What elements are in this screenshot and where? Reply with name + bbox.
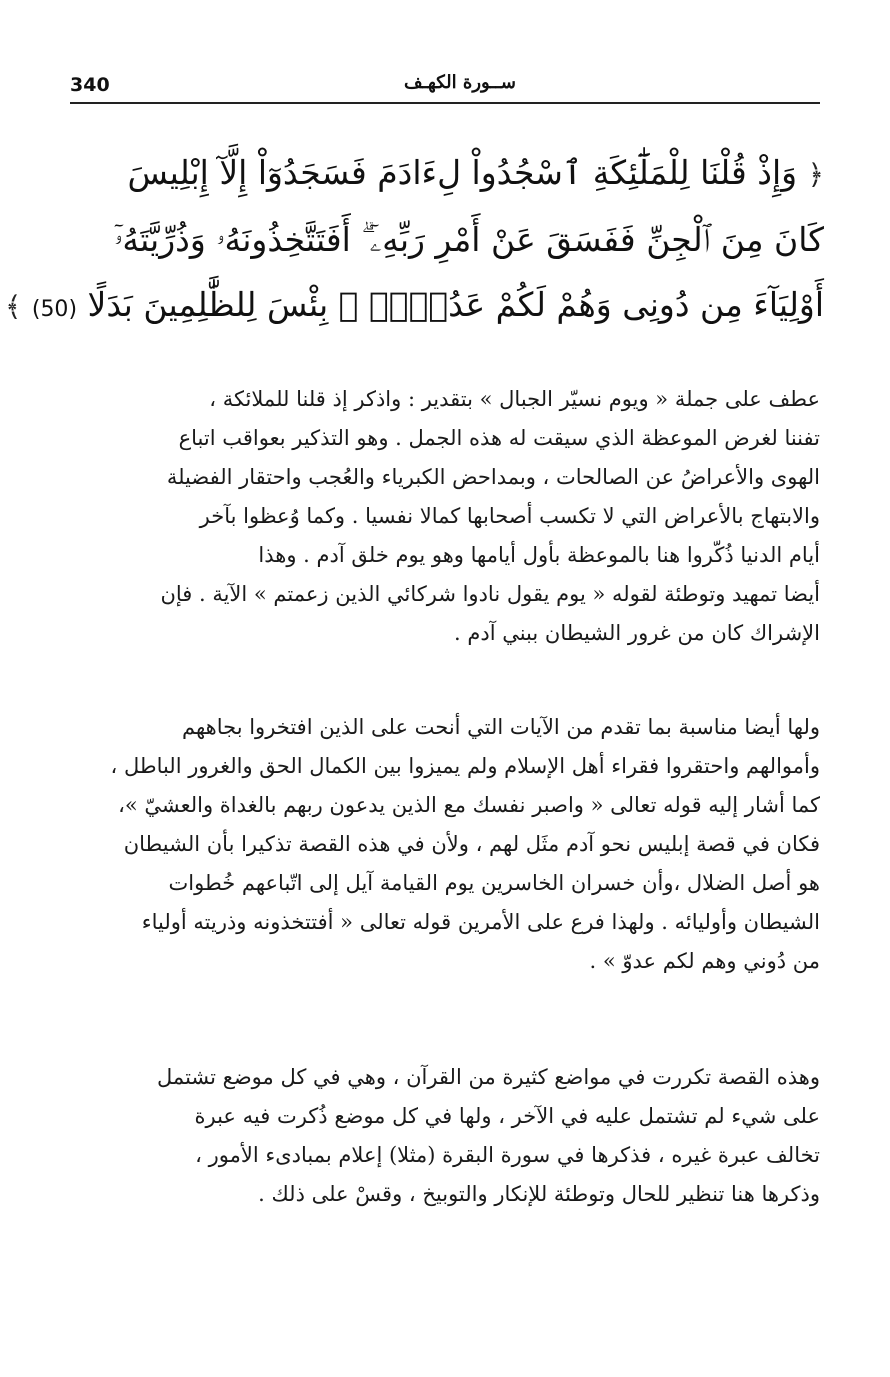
commentary-paragraph-3 [68,1058,820,1214]
verse-line [64,140,824,207]
commentary-paragraph-1 [68,380,820,653]
paragraph-line: على شيء لم تشتمل عليه في الآخر ، ولها في كل موضع ذُكرت فيه عبرة [194,1104,820,1128]
verse-close-ornament: ﴾ [4,290,22,323]
paragraph-line: تخالف عبرة غيره ، فذكرها في سورة البقرة (مثلا) إعلام بمبادىء الأمور ، [195,1143,820,1167]
paragraph-line: وأموالهم واحتقروا فقراء أهل الإسلام ولم يميزوا بين الكمال الحق والغرور الباطل ، [110,754,820,778]
paragraph-line: فكان في قصة إبليس نحو آدم مثَل لهم ، ولأن في هذه القصة تذكيرا بأن الشيطان [123,832,820,856]
verse-line-text: أَوْلِيَآءَ مِن دُونِى وَهُمْ لَكُمْ عَدُوٌّۢ ۚ بِئْسَ لِلظَّٰلِمِينَ بَدَلًا [87,285,824,324]
paragraph-line: هو أصل الضلال ،وأن خسران الخاسرين يوم القيامة آيل إلى اتّباعهم خُطوات [168,871,820,895]
paragraph-line: ولها أيضا مناسبة بما تقدم من الآيات التي أنحت على الذين افتخروا بجاههم [182,715,820,739]
paragraph-line: تفننا لغرض الموعظة الذي سيقت له هذه الجمل . وهو التذكير بعواقب اتباع [178,426,820,450]
paragraph-line: عطف على جملة « ويوم نسيّر الجبال » بتقدير : واذكر إذ قلنا للملائكة ، [209,387,820,411]
verse-line-text: كَانَ مِنَ ٱلْجِنِّ فَفَسَقَ عَنْ أَمْرِ رَبِّهِۦٓ ۗ أَفَتَتَّخِذُونَهُۥ وَذُرِّيَّتَهُۥٓ [114,220,824,259]
paragraph-line: وذكرها هنا تنظير للحال وتوطئة للإنكار والتوبيخ ، وقسْ على ذلك . [258,1182,820,1206]
header-rule [70,102,820,104]
verse-line [4,272,824,342]
paragraph-line: من دُوني وهم لكم عدوّ » . [589,949,820,973]
verse-open-ornament: ﴿ [807,158,824,191]
commentary-paragraph-2 [68,708,820,981]
paragraph-line: الهوى والأعراضُ عن الصالحات ، وبمداحض الكبرياء والعُجب واحتقار الفضيلة [166,465,820,489]
page-header [70,72,820,102]
paragraph-line: الإشراك كان من غرور الشيطان ببني آدم . [453,621,820,645]
paragraph-line: أيضا تمهيد وتوطئة لقوله « يوم يقول نادوا شركائي الذين زعمتم » الآية . فإن [160,582,820,606]
paragraph-line: كما أشار إليه قوله تعالى « واصبر نفسك مع الذين يدعون ربهم بالغداة والعشيّ »، [118,793,820,817]
running-title: ســورة الكهـف [404,72,516,93]
verse-line [64,207,824,272]
page-number: 340 [70,74,110,96]
paragraph-line: أيام الدنيا ذُكّروا هنا بالموعظة بأول أيامها وهو يوم خلق آدم . وهذا [258,543,820,567]
verse-line-text: وَإِذْ قُلْنَا لِلْمَلَٰٓئِكَةِ ٱسْجُدُواْ لِءَادَمَ فَسَجَدُوٓاْ إِلَّآ إِبْلِيسَ [127,153,798,192]
paragraph-line: وهذه القصة تكررت في مواضع كثيرة من القرآن ، وهي في كل موضع تشتمل [157,1065,820,1089]
ayah-number: (50) [31,297,78,322]
paragraph-line: الشيطان وأوليائه . ولهذا فرع على الأمرين قوله تعالى « أفتتخذونه وذريته أولياء [141,910,820,934]
paragraph-line: والابتهاج بالأعراض التي لا تكسب أصحابها كمالا نفسيا . وكما وُعظوا بآخر [199,504,820,528]
quran-verse [4,140,824,342]
